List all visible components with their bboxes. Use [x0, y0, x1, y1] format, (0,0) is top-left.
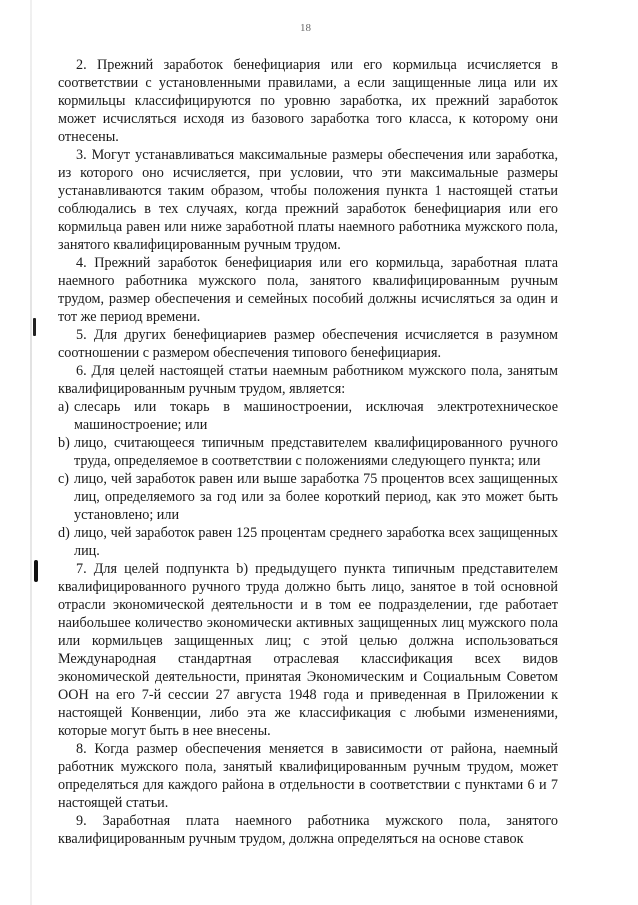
- margin-mark: [33, 318, 36, 336]
- paragraph-8: 8. Когда размер обеспечения меняется в зависимости от района, наемный работник мужского пола, занятый квалифицированным ручным трудом, может определяться для каждого района в отдельности в соответствии с пунктами 6 и 7 настоящей статьи.: [58, 741, 558, 811]
- list-marker: b): [58, 435, 70, 451]
- paragraph-7: 7. Для целей подпункта b) предыдущего пункта типичным представителем квалифицированного ручного труда должно быть лицо, занятое в той основной отрасли экономической деятельности и в том ее подразделении, где работает наибольшее количество экономически активных защищенных лиц мужского пола или кормильцев защищенных лиц; с этой целью должна использоваться Международная стандартная отраслевая классификация всех видов экономической деятельности, принятая Экономическим и Социальным Советом ООН на его 7-й сессии 27 августа 1948 года и приведенная в Приложении к настоящей Конвенции, либо эта же классификация с любыми изменениями, которые могут быть в нее внесены.: [58, 561, 558, 739]
- page-number: 18: [300, 22, 311, 34]
- paragraph-6: 6. Для целей настоящей статьи наемным работником мужского пола, занятым квалифицированным ручным трудом, является:: [58, 363, 558, 397]
- scan-edge: [30, 0, 32, 905]
- document-body: [58, 56, 558, 848]
- margin-mark: [34, 560, 38, 582]
- list-marker: a): [58, 399, 70, 415]
- paragraph-9: 9. Заработная плата наемного работника мужского пола, занятого квалифицированным ручным трудом, должна определяться на основе ставок: [58, 813, 558, 847]
- list-marker: d): [58, 525, 70, 541]
- list-item-text: лицо, чей заработок равен 125 процентам среднего заработка всех защищенных лиц.: [74, 525, 558, 559]
- list-item-text: лицо, считающееся типичным представителем квалифицированного ручного труда, определяемое в соответствии с положениями следующего пункта; или: [74, 435, 558, 469]
- list-item-text: лицо, чей заработок равен или выше заработка 75 процентов всех защищенных лиц, определяемого за год или за более короткий период, как это может быть установлено; или: [74, 471, 558, 523]
- list-item-c: [58, 470, 558, 524]
- list-marker: c): [58, 471, 70, 487]
- paragraph-5: 5. Для других бенефициариев размер обеспечения исчисляется в разумном соотношении с размером обеспечения типового бенефициария.: [58, 327, 558, 361]
- paragraph-3: 3. Могут устанавливаться максимальные размеры обеспечения или заработка, из которого оно исчисляется, при условии, что эти максимальные размеры устанавливаются таким образом, чтобы положения пункта 1 настоящей статьи соблюдались в тех случаях, когда прежний заработок бенефициария или его кормильца равен или ниже заработной платы наемного работника мужского пола, занятого квалифицированным ручным трудом.: [58, 147, 558, 253]
- paragraph-2: 2. Прежний заработок бенефициария или его кормильца исчисляется в соответствии с установленными правилами, а если защищенные лица или их кормильцы классифицируются по уровню заработка, их прежний заработок может исчисляться исходя из базового заработка того класса, к которому они отнесены.: [58, 57, 558, 145]
- list-item-b: [58, 434, 558, 470]
- paragraph-4: 4. Прежний заработок бенефициария или его кормильца, заработная плата наемного работника мужского пола, занятого квалифицированным ручным трудом, размер обеспечения и семейных пособий должны исчисляться за один и тот же период времени.: [58, 255, 558, 325]
- list-item-text: слесарь или токарь в машиностроении, исключая электротехническое машиностроение; или: [74, 399, 558, 433]
- list-item-d: [58, 524, 558, 560]
- list-item-a: [58, 398, 558, 434]
